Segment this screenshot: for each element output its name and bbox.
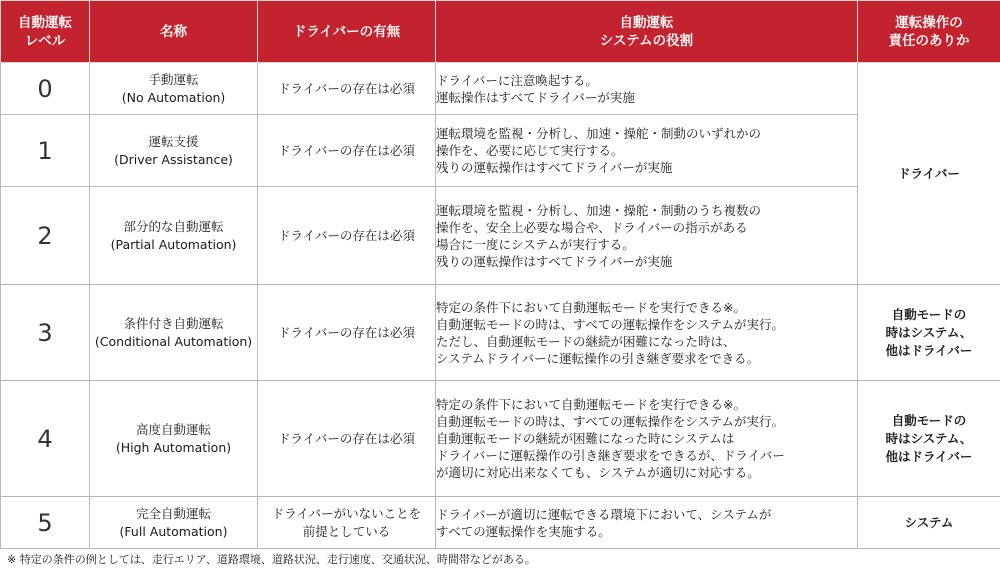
system-role-line: 残りの運転操作はすべてドライバーが実施 xyxy=(436,160,673,175)
header-driver: ドライバーの有無 xyxy=(258,1,436,63)
table-row xyxy=(1,63,1000,115)
responsibility-line: ドライバー xyxy=(898,165,960,181)
system-role-line: 運転環境を監視・分析し、加速・操舵・制動のうち複数の xyxy=(436,202,762,218)
responsibility-line: 時はシステム、 xyxy=(885,430,973,446)
responsibility-line: 自動モードの xyxy=(891,412,967,428)
system-role-line: ドライバーに運転操作の引き継ぎ要求をできるが、ドライバー xyxy=(436,448,785,463)
responsibility-cell xyxy=(858,497,1000,549)
level-name xyxy=(90,115,258,187)
level-name-ja: 運転支援 xyxy=(148,133,199,149)
driver-presence xyxy=(258,497,436,549)
table-row xyxy=(1,285,1000,381)
driver-presence xyxy=(258,115,436,187)
level-number: 2 xyxy=(1,187,90,285)
responsibility-line: 自動モードの xyxy=(891,306,967,322)
responsibility-line: 他はドライバー xyxy=(885,342,973,358)
level-number: 1 xyxy=(1,115,90,187)
system-role xyxy=(436,381,858,497)
level-name xyxy=(90,381,258,497)
system-role-line: システムドライバーに運転操作の引き継ぎ要求をできる。 xyxy=(436,350,760,366)
driver-presence-line: ドライバーの存在は必須 xyxy=(278,80,415,96)
system-role-line: 場合に一度にシステムが実行する。 xyxy=(436,236,635,252)
level-name-en: (No Automation) xyxy=(121,89,226,105)
system-role-line: 特定の条件下において自動運転モードを実行できる※。 xyxy=(436,299,746,315)
level-name xyxy=(90,285,258,381)
table-row xyxy=(1,187,1000,285)
level-name-ja: 手動運転 xyxy=(148,71,199,87)
system-role-line: が適切に対応出来なくても、システムが適切に対応する。 xyxy=(436,465,760,480)
level-number: 4 xyxy=(1,381,90,497)
header-system-role: 自動運転 システムの役割 xyxy=(436,1,858,63)
responsibility-line: システム xyxy=(904,514,954,530)
system-role-line: 特定の条件下において自動運転モードを実行できる※。 xyxy=(436,397,746,412)
level-number: 5 xyxy=(1,497,90,549)
system-role-line: 運転操作はすべてドライバーが実施 xyxy=(436,89,635,105)
driver-presence xyxy=(258,285,436,381)
system-role-line: ただし、自動運転モードの継続が困難になった時は、 xyxy=(436,333,736,349)
driver-presence-line: ドライバーがいないことを xyxy=(271,505,422,521)
level-name-en: (Partial Automation) xyxy=(110,236,237,252)
level-number: 3 xyxy=(1,285,90,381)
level-name xyxy=(90,497,258,549)
level-name-en: (Driver Assistance) xyxy=(114,151,233,167)
system-role xyxy=(436,497,858,549)
system-role xyxy=(436,63,858,115)
table-row xyxy=(1,497,1000,549)
header-level: 自動運転 レベル xyxy=(1,1,90,63)
level-name-ja: 条件付き自動運転 xyxy=(123,315,224,331)
header-row xyxy=(1,1,1000,63)
driver-presence-line: ドライバーの存在は必須 xyxy=(278,324,415,340)
footnote: ※ 特定の条件の例としては、走行エリア、道路環境、道路状況、走行速度、交通状況、時間帯などがある。 xyxy=(7,553,536,566)
system-role xyxy=(436,115,858,187)
responsibility-cell xyxy=(858,285,1000,381)
level-number: 0 xyxy=(1,63,90,115)
level-name xyxy=(90,63,258,115)
system-role-line: 操作を、必要に応じて実行する。 xyxy=(436,143,624,158)
system-role-line: 運転環境を監視・分析し、加速・操舵・制動のいずれかの xyxy=(436,126,762,141)
level-name-en: (High Automation) xyxy=(115,439,232,455)
system-role-line: 自動運転モードの時は、すべての運転操作をシステムが実行。 xyxy=(436,414,785,429)
level-name-ja: 部分的な自動運転 xyxy=(123,218,224,234)
level-name-en: (Conditional Automation) xyxy=(94,333,253,349)
system-role-line: 操作を、安全上必要な場合や、ドライバーの指示がある xyxy=(436,219,748,235)
system-role-line: 自動運転モードの時は、すべての運転操作をシステムが実行。 xyxy=(436,316,785,332)
level-name xyxy=(90,187,258,285)
system-role-line: ドライバーに注意喚起する。 xyxy=(436,72,598,88)
system-role xyxy=(436,285,858,381)
header-responsibility: 運転操作の 責任のありか xyxy=(858,1,1000,63)
header-name: 名称 xyxy=(90,1,258,63)
responsibility-line: 他はドライバー xyxy=(885,448,973,464)
driver-presence-line: ドライバーの存在は必須 xyxy=(278,142,415,158)
driver-presence xyxy=(258,381,436,497)
driver-presence-line: 前提としている xyxy=(302,523,391,539)
system-role-line: 自動運転モードの継続が困難になった時にシステムは xyxy=(436,431,735,446)
driver-presence xyxy=(258,187,436,285)
responsibility-cell xyxy=(858,63,1000,285)
system-role-line: すべての運転操作を実施する。 xyxy=(436,523,611,539)
level-name-ja: 高度自動運転 xyxy=(135,421,211,437)
driver-presence-line: ドライバーの存在は必須 xyxy=(278,227,415,243)
system-role xyxy=(436,187,858,285)
responsibility-cell xyxy=(858,381,1000,497)
system-role-line: ドライバーが適切に運転できる環境下において、システムが xyxy=(436,506,772,522)
table-row xyxy=(1,381,1000,497)
driver-presence-line: ドライバーの存在は必須 xyxy=(278,430,415,446)
table-row xyxy=(1,115,1000,187)
system-role-line: 残りの運転操作はすべてドライバーが実施 xyxy=(436,253,673,269)
level-name-en: (Full Automation) xyxy=(119,523,228,539)
level-name-ja: 完全自動運転 xyxy=(135,505,211,521)
responsibility-line: 時はシステム、 xyxy=(885,324,973,340)
driver-presence xyxy=(258,63,436,115)
